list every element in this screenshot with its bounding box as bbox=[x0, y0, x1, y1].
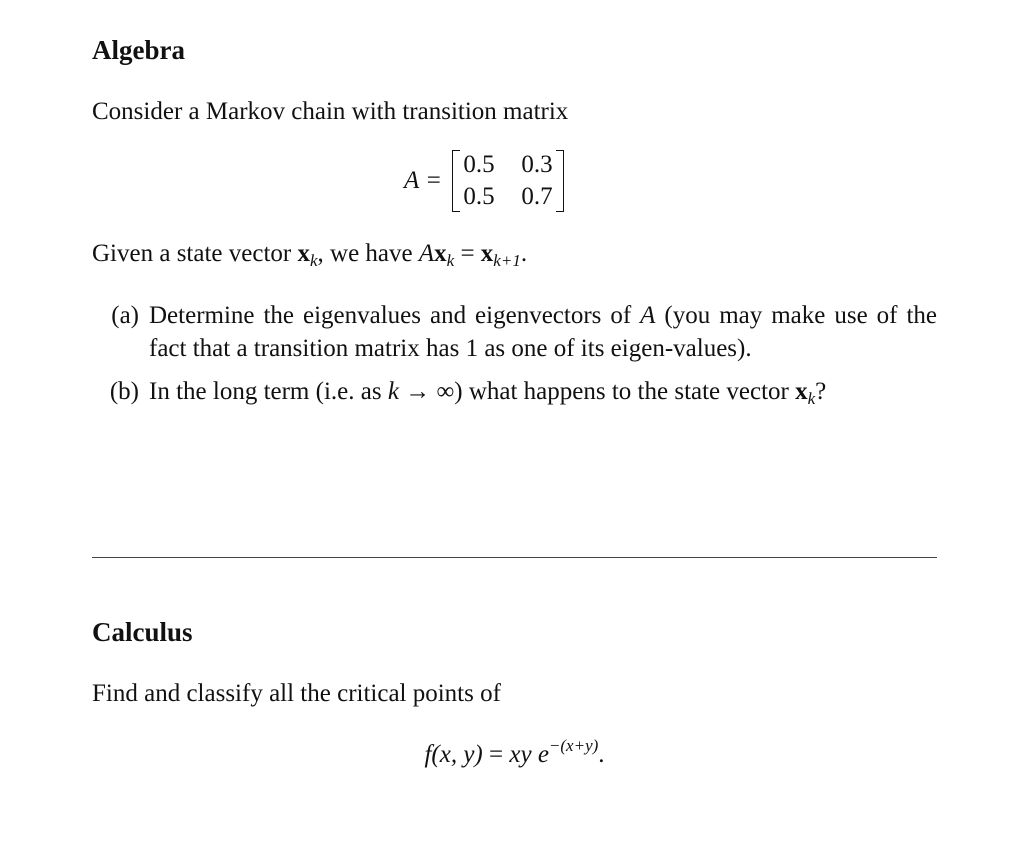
subscript-k: k bbox=[807, 389, 816, 408]
matrix-cell: 0.3 bbox=[521, 151, 553, 178]
item-text: In the long term (i.e. as bbox=[149, 378, 388, 405]
calculus-intro: Find and classify all the critical points of bbox=[92, 680, 501, 707]
item-body bbox=[149, 299, 937, 365]
matrix-lhs: A = bbox=[404, 167, 442, 194]
matrix-symbol: A bbox=[640, 302, 656, 329]
equals-sign: = bbox=[454, 240, 481, 267]
vector-x: x bbox=[297, 240, 310, 267]
matrix-cell: 0.5 bbox=[463, 183, 495, 210]
period: . bbox=[598, 741, 605, 768]
subscript-k-plus-1: k+1 bbox=[493, 251, 521, 270]
vector-x: x bbox=[795, 378, 808, 405]
vector-x: x bbox=[480, 240, 494, 267]
algebra-intro: Consider a Markov chain with transition matrix bbox=[92, 98, 569, 125]
subscript-k: k bbox=[446, 251, 455, 270]
calculus-heading: Calculus bbox=[92, 617, 193, 647]
matrix-symbol: A bbox=[418, 240, 435, 267]
given-statement bbox=[92, 237, 937, 270]
item-body bbox=[149, 375, 937, 408]
matrix-cell: 0.5 bbox=[463, 151, 495, 178]
formula-rhs: xy e bbox=[509, 741, 549, 768]
item-text: Determine the eigenvalues and eigenvectors of bbox=[149, 302, 641, 329]
item-text: (you may make use of the fact that a transition matrix has 1 as one of its eigen-values). bbox=[149, 302, 937, 362]
transition-matrix bbox=[452, 150, 564, 212]
section-divider bbox=[92, 557, 937, 558]
item-label: (b) bbox=[109, 378, 139, 405]
period: . bbox=[520, 240, 528, 267]
formula-lhs: f(x, y) bbox=[424, 741, 483, 768]
given-text: , we have bbox=[317, 240, 419, 267]
equals-sign: = bbox=[482, 741, 510, 768]
variable-k: k bbox=[387, 378, 399, 405]
subscript-k: k bbox=[309, 251, 318, 270]
function-formula bbox=[92, 738, 937, 771]
question-mark: ? bbox=[815, 378, 827, 405]
question-item-a bbox=[92, 299, 937, 365]
matrix-cell: 0.7 bbox=[521, 183, 553, 210]
formula-exponent: −(x+y) bbox=[548, 736, 599, 755]
item-label: (a) bbox=[111, 302, 139, 329]
item-text: → ∞) what happens to the state vector bbox=[398, 378, 796, 405]
question-list bbox=[92, 299, 937, 408]
matrix-equation bbox=[404, 148, 564, 214]
given-text: Given a state vector bbox=[92, 240, 298, 267]
vector-x: x bbox=[434, 240, 447, 267]
exam-page bbox=[92, 0, 937, 858]
question-item-b bbox=[92, 375, 937, 408]
algebra-heading: Algebra bbox=[92, 35, 185, 65]
